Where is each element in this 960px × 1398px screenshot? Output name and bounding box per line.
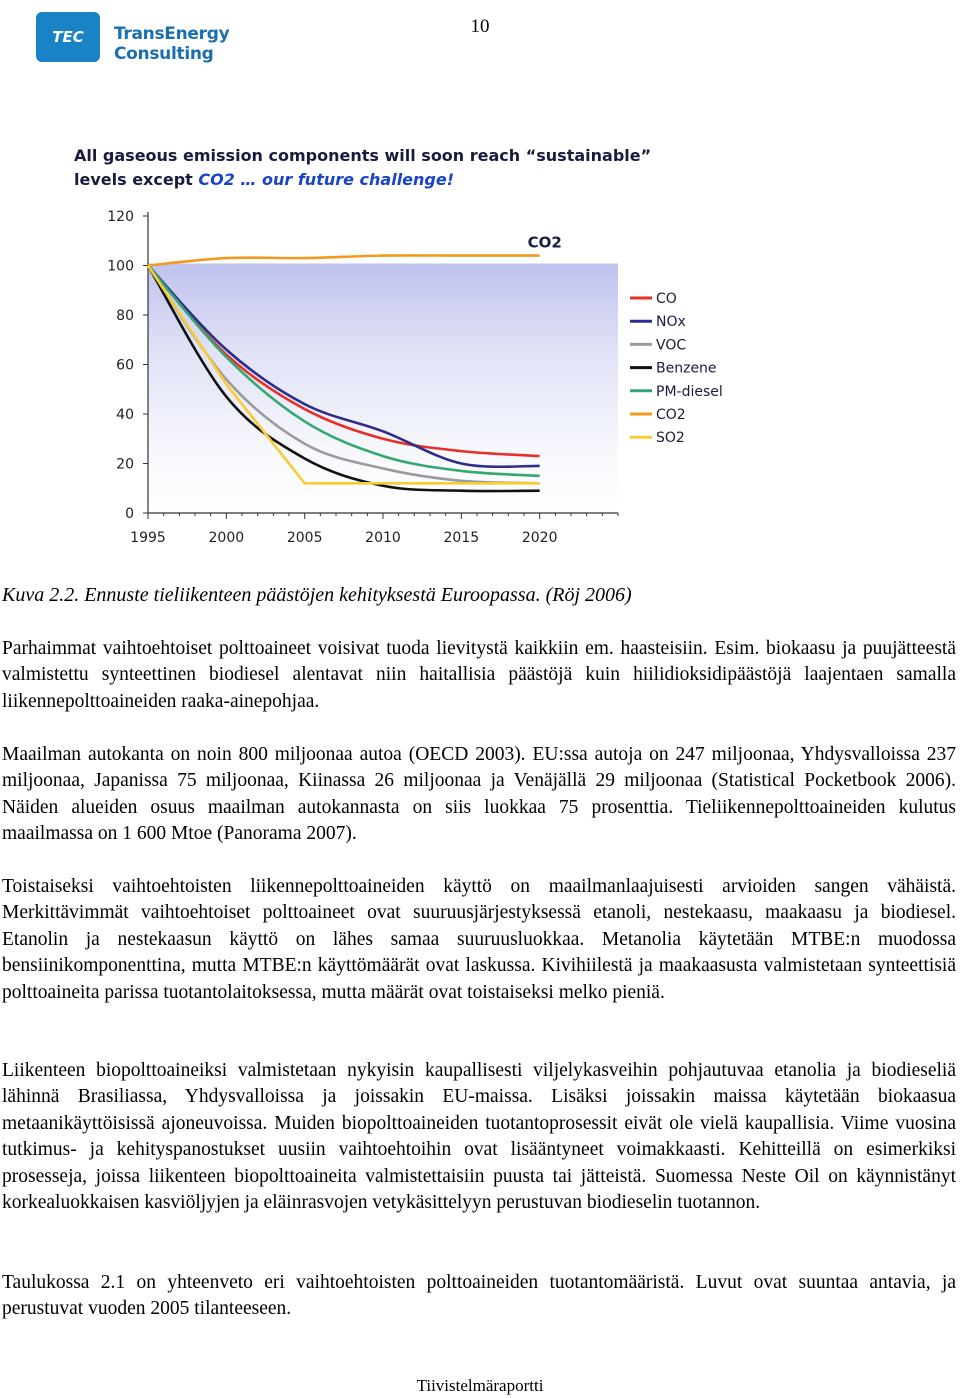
y-tick-label: 120 <box>107 209 134 225</box>
y-tick-label: 40 <box>116 407 134 423</box>
legend-label-nox: NOx <box>656 314 686 331</box>
chart-title-line1: All gaseous emission components will soon reach “sustainable” <box>74 146 652 165</box>
legend-label-benzene: Benzene <box>656 360 717 377</box>
emission-chart <box>70 140 750 560</box>
chart-title-line2 <box>74 168 734 192</box>
logo-name: TransEnergy Consulting <box>114 24 230 64</box>
legend-label-co: CO <box>656 291 677 307</box>
legend-label-pm-diesel: PM-diesel <box>656 383 723 400</box>
x-tick-label: 2005 <box>286 530 323 546</box>
x-tick-label: 2015 <box>443 530 480 546</box>
paragraph-3: Toistaiseksi vaihtoehtoisten liikennepolttoaineiden käyttö on maailmanlaajuisesti arvioiden sangen vähäistä. Merkittävimmät vaihtoehtoiset polttoaineet ovat suuruusjärjestyksessä etanoli, nestekaasu, maakaasu ja biodiesel. Etanolin ja nestekaasun käyttö on lähes samaa suuruusluokkaa. Metanolia käytetään MTBE:n muodossa bensiinikomponenttina, mutta MTBE:n käyttömäärät ovat laskussa. Kivihiilestä ja maakaasusta valmistetaan synteettisiä polttoaineita parissa tuotantolaitoksessa, mutta määrät ovat toistaiseksi melko pieniä. <box>2 876 956 1003</box>
y-tick-label: 100 <box>107 258 134 275</box>
chart-title-highlight: CO2 … our future challenge! <box>198 170 455 189</box>
emission-forecast-figure <box>70 140 750 560</box>
y-tick-label: 0 <box>125 506 134 522</box>
legend-label-so2: SO2 <box>656 430 685 447</box>
y-tick-label: 80 <box>116 308 134 324</box>
chart-title <box>74 144 734 192</box>
y-tick-label: 60 <box>116 357 134 374</box>
chart-title-prefix: levels except <box>74 170 199 189</box>
legend-label-voc: VOC <box>656 337 687 354</box>
paragraph-2: Maailman autokanta on noin 800 miljoonaa autoa (OECD 2003). EU:ssa autoja on 247 miljoonaa, Yhdysvalloissa 237 miljoonaa, Japanissa 75 miljoonaa, Kiinassa 26 miljoonaa ja Venäjällä 29 miljoonaa (Statistical Pocketbook 2006). Näiden alueiden osuus maailman autokannasta on siis luokkaa 75 prosenttia. Tieliikennepolttoaineiden kulutus maailmassa on 1 600 Mtoe (Panorama 2007). <box>2 744 956 845</box>
page-number: 10 <box>470 16 490 37</box>
logo-badge: TEC <box>36 12 100 62</box>
legend-label-co2: CO2 <box>656 407 686 423</box>
x-tick-label: 2000 <box>208 530 245 546</box>
x-tick-label: 2010 <box>365 530 401 546</box>
y-tick-label: 20 <box>116 456 134 473</box>
paragraph-4: Liikenteen biopolttoaineiksi valmistetaan nykyisin kaupallisesti viljelykasveihin pohjautuvaa etanolia ja biodieseliä lähinnä Brasiliassa, Yhdysvalloissa ja joissakin EU-maissa. Lisäksi joissakin maissa käytetään biokaasua metaanikäyttöisissä ajoneuvoissa. Muiden biopolttoaineiden tuotantoprosessit eivät ole vielä kaupallisia. Viime vuosina tutkimus- ja kehityspanostukset uusiin vaihtoehtoihin ovat lisääntyneet voimakkaasti. Kehitteillä on esimerkiksi prosesseja, joissa liikenteen biopolttoaineita valmistettaisiin puusta tai jätteistä. Suomessa Neste Oil on käynnistänyt korkealuokkaisen kasviöljyjen ja eläinrasvojen vetykäsittelyyn perustuvan biodieselin tuotannon. <box>2 1060 956 1214</box>
page-footer: Tiivistelmäraportti <box>416 1376 544 1395</box>
x-tick-label: 1995 <box>130 530 166 546</box>
co2-annotation: CO2 <box>527 233 562 252</box>
figure-caption: Kuva 2.2. Ennuste tieliikenteen päästöjen kehityksestä Euroopassa. (Röj 2006) <box>2 584 632 606</box>
paragraph-5: Taulukossa 2.1 on yhteenveto eri vaihtoehtoisten polttoaineiden tuotantomääristä. Luvut ovat suuntaa antavia, ja perustuvat vuoden 2005 tilanteeseen. <box>2 1272 956 1320</box>
paragraph-1: Parhaimmat vaihtoehtoiset polttoaineet voisivat tuoda lievitystä kaikkiin em. haasteisiin. Esim. biokaasu ja puujätteestä valmistettu synteettinen biodiesel alentavat niin haitallisia päästöjä kuin hiilidioksidipäästöjä laajentaen samalla liikennepolttoaineiden raaka-ainepohjaa. <box>2 638 956 712</box>
company-logo <box>36 12 316 66</box>
x-tick-label: 2020 <box>521 530 558 546</box>
